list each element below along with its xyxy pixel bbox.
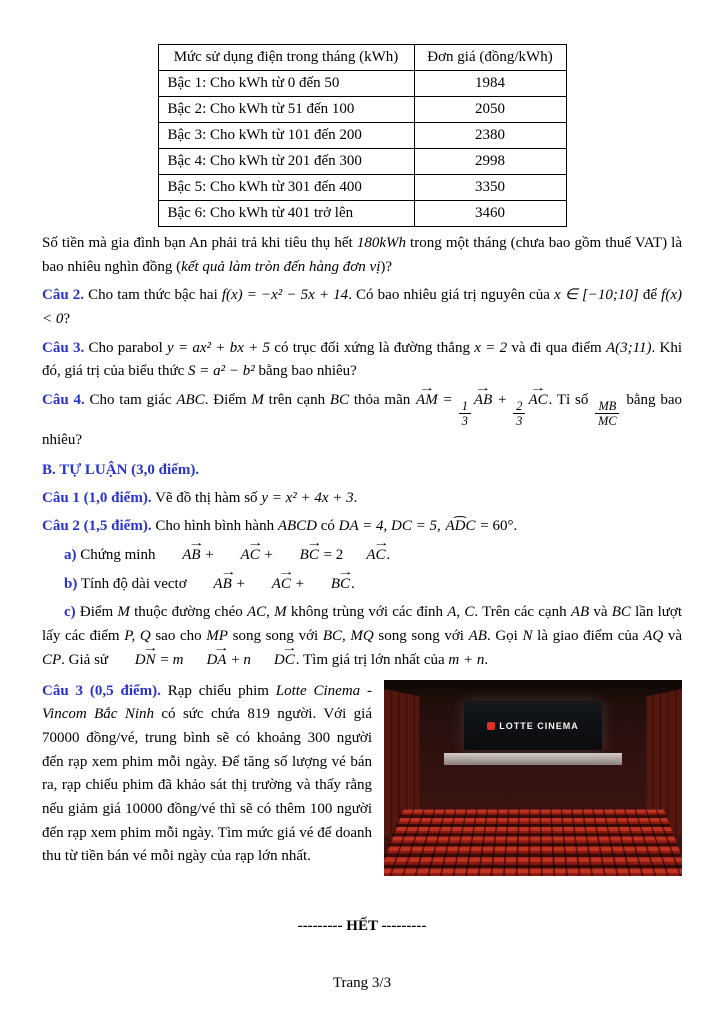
table-row [158, 149, 566, 175]
question-label: Câu 3. [42, 339, 85, 356]
tier-price: 2998 [414, 149, 566, 175]
cinema-seats [384, 809, 682, 876]
item-text: Tính độ dài vectơ → AB + → AC + → BC. [81, 576, 355, 592]
tier-label: Bậc 1: Cho kWh từ 0 đến 50 [158, 71, 414, 97]
table-row [158, 71, 566, 97]
tier-price: 2380 [414, 123, 566, 149]
tier-price: 1984 [414, 71, 566, 97]
question-text: Cho tam giác ABC. Điểm M trên cạnh BC thỏa mãn → AM = $\frac{1}{3}$ → AB + $\frac{2}{3}$ → AC. Tỉ số $\frac{MB}{MC}$ bằng bao nhiêu? [42, 392, 682, 447]
lotte-logo-icon [487, 722, 495, 730]
column-header-price: Đơn giá (đồng/kWh) [414, 45, 566, 71]
tier-label: Bậc 4: Cho kWh từ 201 đến 300 [158, 149, 414, 175]
question-cau2 [42, 284, 682, 331]
item-label: b) [64, 575, 78, 592]
question-text: Cho parabol y = ax² + bx + 5 có trục đối xứng là đường thẳng x = 2 và đi qua điểm A(3;11). Khi đó, giá trị của biểu thức S = a² − b² bằng bao nhiêu? [42, 339, 683, 380]
tier-price: 2050 [414, 97, 566, 123]
essay-cau1 [42, 487, 682, 511]
question-label: Câu 3 (0,5 điểm). [42, 682, 161, 699]
question-label: Câu 1 (1,0 điểm). [42, 489, 152, 506]
electricity-pricing-table [158, 44, 567, 227]
table-row [158, 97, 566, 123]
question-text: Cho tam thức bậc hai f(x) = −x² − 5x + 14. Có bao nhiêu giá trị nguyên của x ∈ [−10;10] để f(x) < 0? [42, 287, 682, 328]
essay-cau2-item-b [42, 573, 682, 597]
essay-cau2-item-a [42, 544, 682, 568]
table-row [158, 175, 566, 201]
item-label: a) [64, 547, 77, 564]
question-text: Vẽ đồ thị hàm số y = x² + 4x + 3. [155, 489, 358, 506]
page-number: Trang 3/3 [332, 975, 392, 991]
table-row [158, 201, 566, 227]
essay-cau3-block [42, 680, 682, 876]
question-cau3 [42, 337, 682, 384]
item-label: c) [64, 604, 76, 621]
question-1-continuation [42, 232, 682, 279]
cinema-stage [444, 753, 623, 765]
item-text: Chứng minh → AB + → AC + → BC = 2 → AC. [80, 547, 390, 563]
essay-cau3 [42, 680, 372, 870]
question-label: Câu 2. [42, 287, 85, 304]
question-text: Rạp chiếu phim Lotte Cinema - Vincom Bắc Ninh có sức chứa 819 người. Với giá 70000 đồng/vé, trung bình sẽ có khoảng 300 người đến rạp xem phim mỗi ngày. Để tăng số lượng vé bán ra, rạp chiếu phim đã khảo sát thị trường và thấy rằng nếu giảm giá 10000 đồng/vé thì sẽ có thêm 100 người đến rạp xem phim mỗi ngày. Tìm mức giá vé để doanh thu từ tiền bán vé mỗi ngày của rạp lớn nhất. [42, 682, 372, 865]
question-text: Số tiền mà gia đình bạn An phải trả khi tiêu thụ hết 180kWh trong một tháng (chưa bao gồm thuế VAT) là bao nhiêu nghìn đồng (kết quả làm tròn đến hàng đơn vị)? [42, 235, 682, 275]
question-cau4 [42, 389, 682, 452]
question-label: Câu 2 (1,5 điểm). [42, 518, 152, 535]
column-header-usage: Mức sử dụng điện trong tháng (kWh) [158, 45, 414, 71]
tier-label: Bậc 5: Cho kWh từ 301 đến 400 [158, 175, 414, 201]
cinema-screen-text: LOTTE CINEMA [499, 720, 579, 731]
question-text: Cho hình bình hành ABCD có DA = 4, DC = 5, ⌢ ADC = 60°. [155, 518, 517, 534]
cinema-image [384, 680, 682, 876]
tier-price: 3350 [414, 175, 566, 201]
essay-cau2-item-c [42, 601, 682, 672]
item-text: Điểm M thuộc đường chéo AC, M không trùng với các đỉnh A, C. Trên các cạnh AB và BC lần lượt lấy các điểm P, Q sao cho MP song song với BC, MQ song song với AB. Gọi N là giao điểm của AQ và CP. Giả sử → DN = m → DA + n → DC. Tìm giá trị lớn nhất của m + n. [42, 604, 682, 667]
table-header-row [158, 45, 566, 71]
cinema-screen [464, 701, 601, 750]
tier-label: Bậc 6: Cho kWh từ 401 trở lên [158, 201, 414, 227]
question-label: Câu 4. [42, 392, 85, 409]
end-marker: --------- HẾT --------- [297, 917, 427, 934]
tier-label: Bậc 2: Cho kWh từ 51 đến 100 [158, 97, 414, 123]
tier-price: 3460 [414, 201, 566, 227]
table-row [158, 123, 566, 149]
tier-label: Bậc 3: Cho kWh từ 101 đến 200 [158, 123, 414, 149]
section-b-heading: B. TỰ LUẬN (3,0 điểm). [42, 462, 200, 479]
